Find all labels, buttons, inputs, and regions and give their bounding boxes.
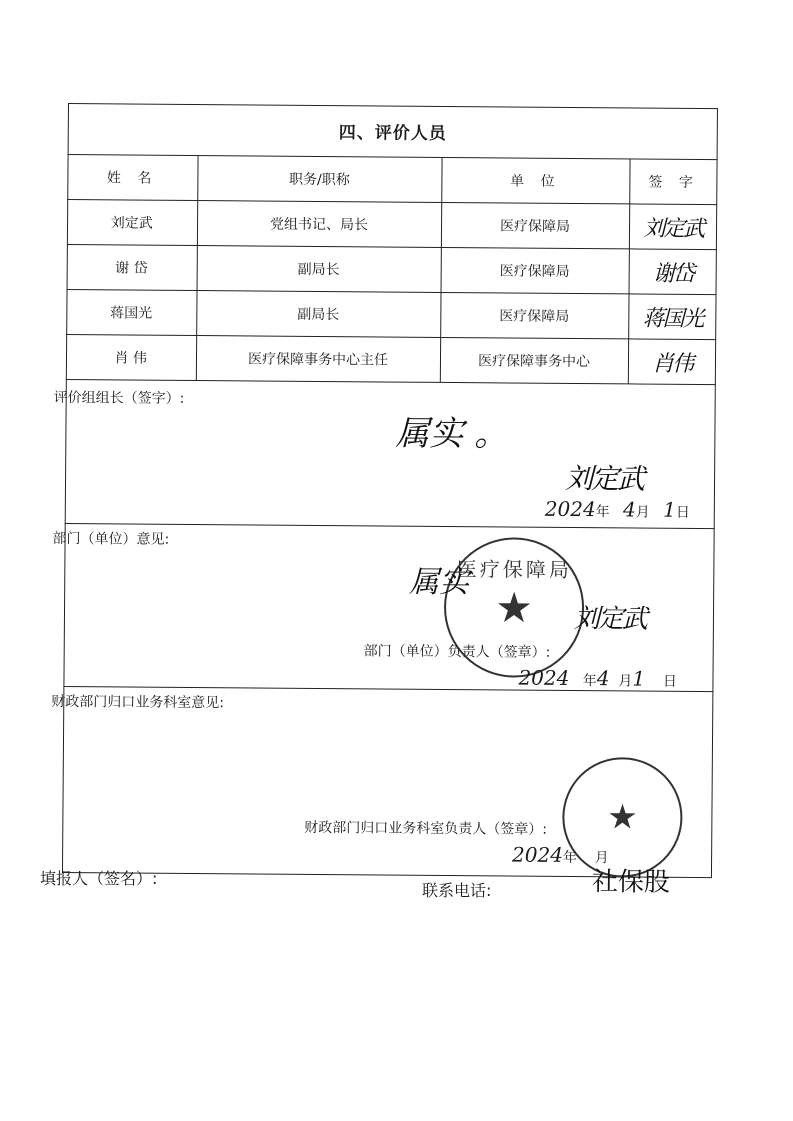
row-name: 肖 伟 xyxy=(66,334,196,380)
finance-label: 财政部门归口业务科室意见: xyxy=(51,693,225,712)
row-signature xyxy=(629,204,717,250)
row-position: 党组书记、局长 xyxy=(197,201,441,248)
department-opinion: 属实 xyxy=(409,564,470,601)
handwritten-signature: 肖伟 xyxy=(652,351,693,377)
header-unit: 单 位 xyxy=(441,158,629,204)
table-row xyxy=(67,244,717,294)
row-position: 副局长 xyxy=(197,246,441,293)
department-date: 2024 年4 月1 日 xyxy=(518,665,677,691)
handwritten-signature: 蒋国光 xyxy=(642,306,703,332)
handwritten-signature: 刘定武 xyxy=(643,216,704,242)
personnel-table xyxy=(66,155,718,385)
row-signature xyxy=(628,339,716,385)
header-signature: 签 字 xyxy=(629,159,717,204)
row-unit: 医疗保障事务中心 xyxy=(440,337,628,383)
row-position: 医疗保障事务中心主任 xyxy=(196,336,440,383)
handwritten-signature: 谢岱 xyxy=(652,261,694,287)
row-signature xyxy=(628,294,716,340)
department-signer-label: 部门（单位）负责人（签章）: xyxy=(363,643,551,661)
leader-date: 2024年 4月 1日 xyxy=(544,496,690,522)
star-icon: ★ xyxy=(495,582,534,633)
header-position: 职务/职称 xyxy=(197,156,441,202)
table-header-row xyxy=(67,155,717,205)
finance-signer-label: 财政部门归口业务科室负责人（签章）: xyxy=(304,819,548,838)
department-label: 部门（单位）意见: xyxy=(52,530,170,548)
row-name: 蒋国光 xyxy=(66,289,196,335)
leader-label: 评价组组长（签字）: xyxy=(53,389,185,407)
leader-signature: 刘定武 xyxy=(564,461,644,496)
leader-section xyxy=(53,383,716,528)
table-row xyxy=(66,334,716,384)
filler-label: 填报人（签名）: xyxy=(40,869,158,888)
table-row xyxy=(66,289,716,339)
department-signature: 刘定武 xyxy=(573,603,647,635)
row-name: 刘定武 xyxy=(67,199,197,245)
seal-text: 医疗保障局 xyxy=(456,557,572,582)
finance-date: 2024年 月 xyxy=(512,842,609,867)
row-unit: 医疗保障局 xyxy=(441,247,629,293)
section-title: 四、评价人员 xyxy=(68,103,718,160)
row-name: 谢 岱 xyxy=(67,244,197,290)
row-unit: 医疗保障局 xyxy=(440,292,628,338)
finance-seal-text: 社保股 xyxy=(591,867,671,898)
phone-label: 联系电话: xyxy=(422,881,492,900)
department-section xyxy=(52,523,714,691)
row-signature xyxy=(629,249,717,295)
leader-opinion: 属实 。 xyxy=(395,413,509,455)
row-unit: 医疗保障局 xyxy=(441,202,629,248)
row-position: 副局长 xyxy=(196,291,440,338)
star-icon: ★ xyxy=(607,797,638,838)
header-name: 姓 名 xyxy=(67,155,197,201)
table-row xyxy=(67,199,717,249)
